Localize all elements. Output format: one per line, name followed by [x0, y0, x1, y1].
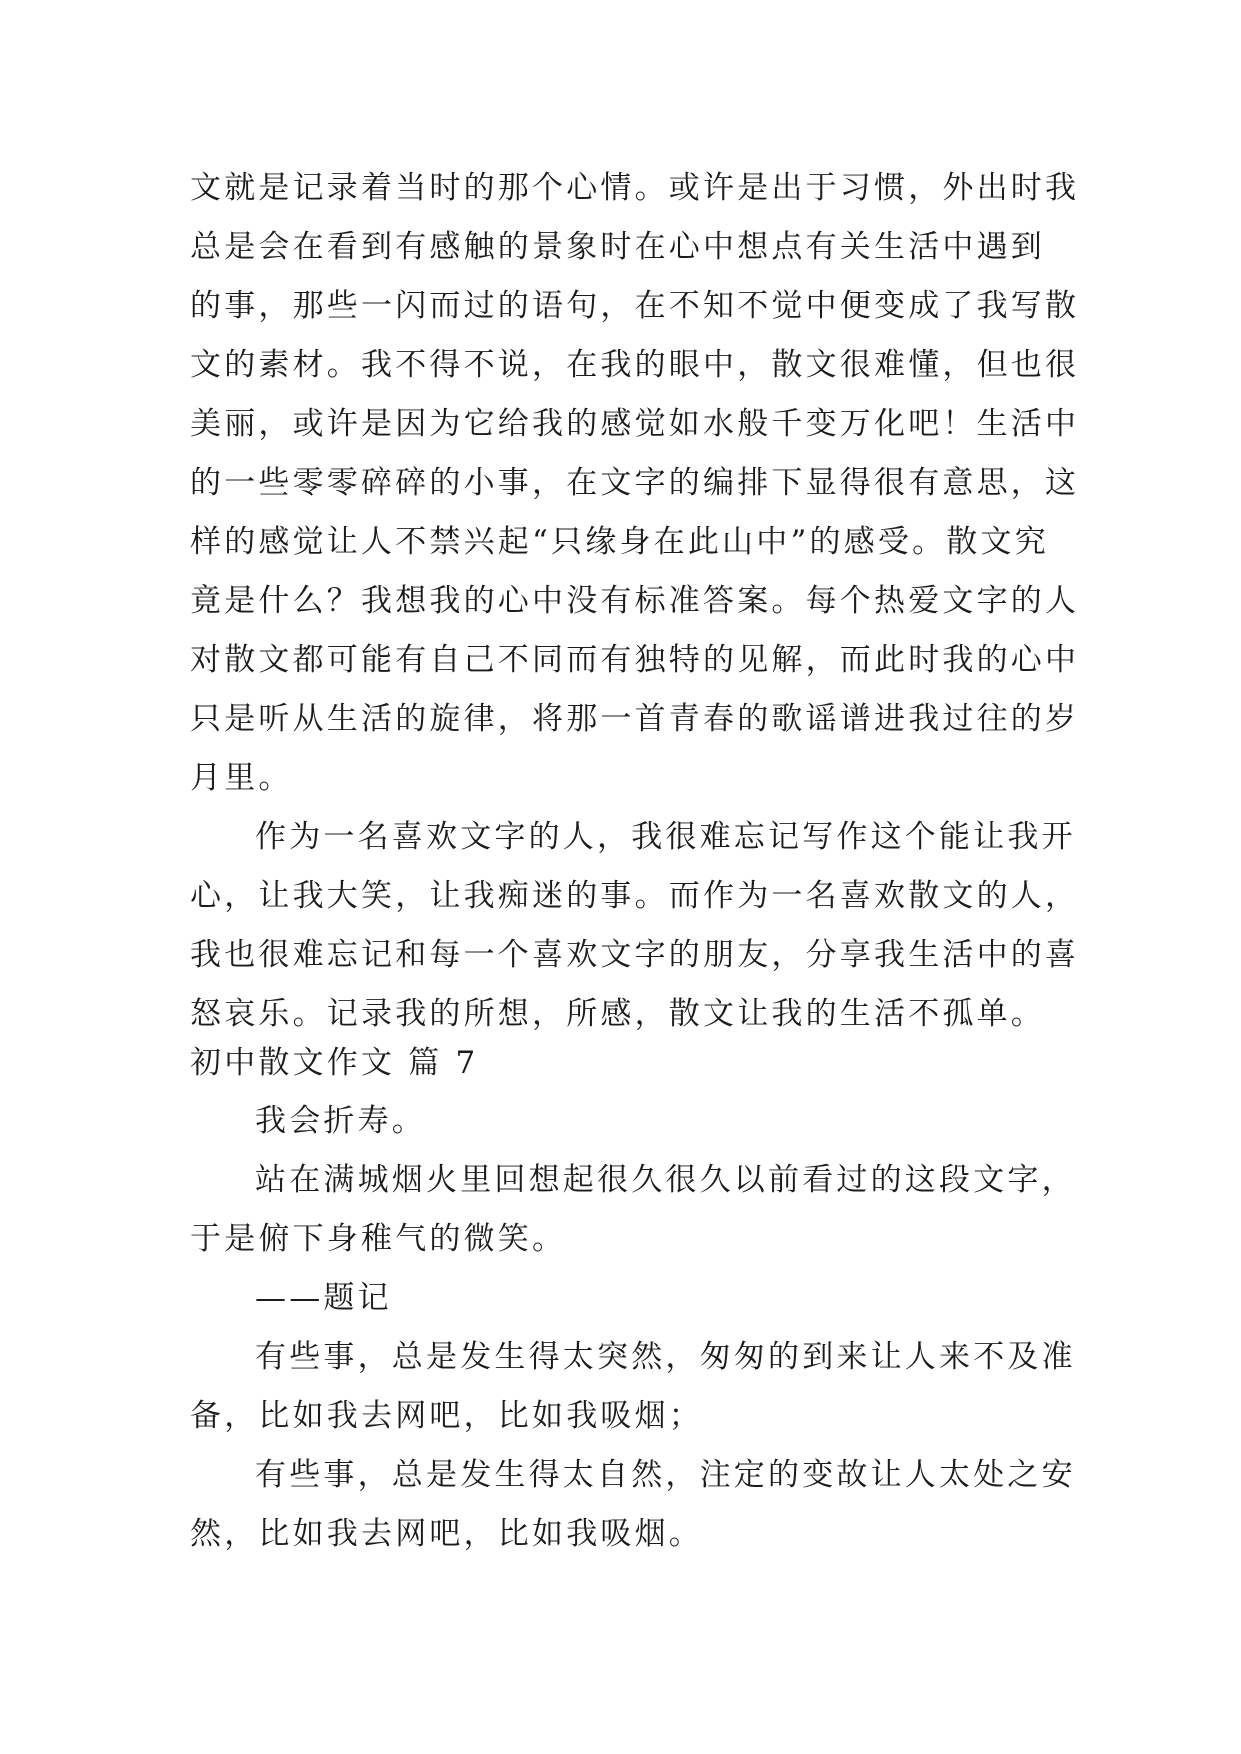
text-line: 的一些零零碎碎的小事，在文字的编排下显得很有意思，这 [190, 465, 1080, 501]
text-line: 于是俯下身稚气的微笑。 [190, 1221, 567, 1257]
text-line: 美丽，或许是因为它给我的感觉如水般千变万化吧！生活中 [190, 406, 1080, 442]
paragraph-start-line: 站在满城烟火里回想起很久很久以前看过的这段文字， [255, 1162, 1076, 1198]
paragraph-start-line: 有些事，总是发生得太自然，注定的变故让人太处之安 [255, 1457, 1076, 1493]
paragraph-start-line: 作为一名喜欢文字的人，我很难忘记写作这个能让我开 [255, 819, 1076, 855]
text-line: 只是听从生活的旋律，将那一首青春的歌谣谱进我过往的岁 [190, 701, 1080, 737]
epigraph-attribution: ——题记 [255, 1280, 392, 1316]
text-line: 样的感觉让人不禁兴起“只缘身在此山中”的感受。散文究 [190, 524, 1049, 560]
text-line: 对散文都可能有自己不同而有独特的见解，而此时我的心中 [190, 642, 1080, 678]
text-line: 然，比如我去网吧，比如我吸烟。 [190, 1516, 703, 1552]
text-line: 怒哀乐。记录我的所想，所感，散文让我的生活不孤单。 [190, 996, 1045, 1032]
text-line: 的事，那些一闪而过的语句，在不知不觉中便变成了我写散 [190, 288, 1080, 324]
text-line: 我也很难忘记和每一个喜欢文字的朋友，分享我生活中的喜 [190, 937, 1080, 973]
text-line: 月里。 [190, 760, 293, 796]
text-line: 总是会在看到有感触的景象时在心中想点有关生活中遇到 [190, 229, 1045, 265]
text-line: 文的素材。我不得不说，在我的眼中，散文很难懂，但也很 [190, 347, 1080, 383]
paragraph-start-line: 我会折寿。 [255, 1103, 426, 1139]
text-line: 竟是什么？我想我的心中没有标准答案。每个热爱文字的人 [190, 583, 1080, 619]
text-line: 心，让我大笑，让我痴迷的事。而作为一名喜欢散文的人， [190, 878, 1080, 914]
paragraph-start-line: 有些事，总是发生得太突然，匆匆的到来让人来不及准 [255, 1339, 1076, 1375]
text-line: 备，比如我去网吧，比如我吸烟； [190, 1398, 703, 1434]
text-line: 文就是记录着当时的那个心情。或许是出于习惯，外出时我 [190, 170, 1080, 206]
section-heading: 初中散文作文 篇 7 [190, 1045, 479, 1081]
